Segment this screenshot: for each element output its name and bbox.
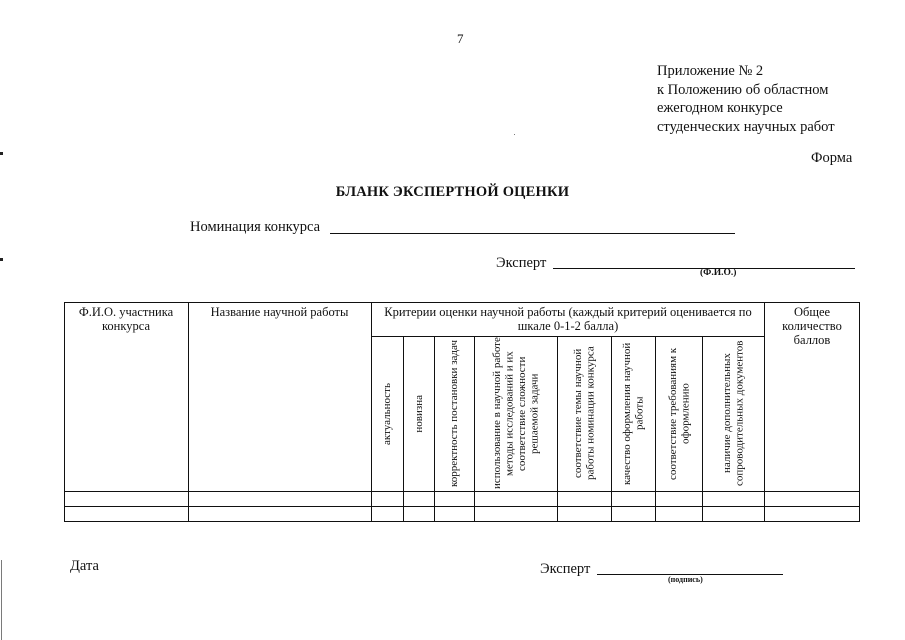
scan-mark: [0, 258, 3, 261]
header-criteria: Критерии оценки научной работы (каждый критерий оценивается по шкале 0-1-2 балла): [384, 305, 752, 333]
appendix-line: студенческих научных работ: [657, 118, 835, 135]
table-col-line: [764, 302, 765, 522]
page-number: 7: [457, 31, 464, 46]
expert-label: Эксперт: [496, 255, 547, 271]
criterion-label: качество оформления научной работы: [621, 342, 646, 485]
criterion-topic-match: [558, 337, 611, 490]
table-border-right: [859, 302, 860, 522]
fio-note: (Ф.И.О.): [700, 268, 737, 278]
scan-mark: [0, 152, 3, 155]
criterion-novelty: [404, 337, 434, 490]
criterion-label: соответствие требованиям к оформлению: [666, 347, 691, 480]
nomination-label: Номинация конкурса: [190, 219, 321, 235]
signature-note: (подпись): [668, 575, 703, 584]
table-row[interactable]: [65, 507, 859, 521]
criterion-label: корректность постановки задач: [448, 339, 461, 488]
criterion-extra-documents: [703, 337, 764, 490]
criterion-relevance: [372, 337, 403, 490]
appendix-line: ежегодном конкурсе: [657, 100, 783, 116]
date-label: Дата: [70, 558, 99, 574]
criterion-label: использование в научной работе методы исследований и их соответствие сложности решаемой задачи: [491, 337, 541, 490]
criterion-task-setting: [435, 337, 474, 490]
table-col-line: [188, 302, 189, 522]
document-title: БЛАНК ЭКСПЕРТНОЙ ОЦЕНКИ: [335, 184, 570, 200]
header-work-title: Название научной работы: [210, 305, 349, 319]
appendix-note: [657, 62, 835, 136]
scan-mark: [1, 560, 2, 640]
table-border-bottom: [64, 521, 860, 522]
signature-expert-label: Эксперт: [540, 561, 591, 577]
table-border-top: [64, 302, 860, 303]
criterion-methods: [475, 337, 557, 490]
table-row[interactable]: [65, 492, 859, 506]
appendix-line: к Положению об областном: [657, 81, 829, 98]
criterion-label: наличие дополнительных сопроводительных документов: [721, 340, 746, 487]
scan-mark: [514, 134, 515, 135]
criterion-format-compliance: [656, 337, 702, 490]
criterion-label: соответствие темы научной работы номинации конкурса: [572, 346, 597, 481]
criterion-label: актуальность: [381, 382, 394, 445]
form-label: Форма: [811, 150, 853, 166]
appendix-line: Приложение № 2: [657, 63, 764, 79]
header-participant: Ф.И.О. участника конкурса: [78, 305, 174, 333]
table-border-left: [64, 302, 65, 522]
criterion-label: новизна: [412, 394, 425, 433]
header-total: Общее количество баллов: [782, 305, 842, 347]
criterion-design-quality: [612, 337, 655, 490]
nomination-fill-line[interactable]: [330, 233, 735, 234]
